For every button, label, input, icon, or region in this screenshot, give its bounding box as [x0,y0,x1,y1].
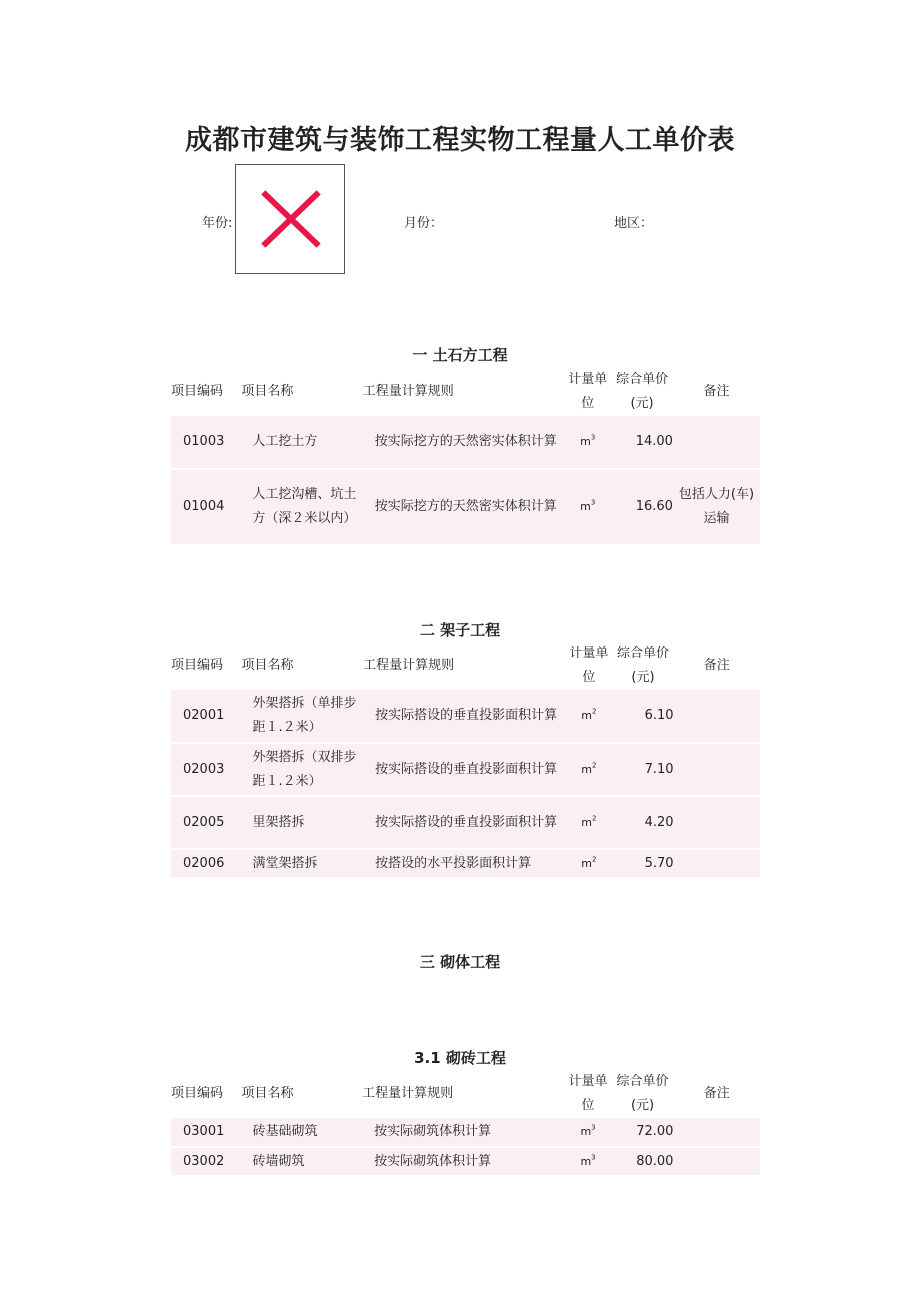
cell-rule: 按实际挖方的天然密实体积计算 [361,416,565,469]
cell-unit: $m^2$ [565,796,612,849]
header-note: 备注 [703,1086,730,1101]
month-label: 月份： [404,216,444,231]
header-price: 综合单价(元) [616,646,669,685]
cell-name: 满堂架搭拆 [241,849,361,878]
cell-rule: 按实际砌筑体积计算 [360,1118,564,1147]
header-unit: 计量单位 [568,372,608,411]
section-title-brickwork: 3.1 砌砖工程 [414,1049,506,1067]
cell-price: 72.00 [612,1118,674,1147]
cell-price: 16.60 [611,469,673,545]
header-price: 综合单价(元) [616,372,669,411]
cell-note [674,849,760,878]
table-row [171,1118,760,1147]
cell-price: 14.00 [611,416,673,469]
cell-code: 02001 [171,690,241,743]
cell-unit: $m^2$ [565,743,612,796]
cell-code: 03001 [171,1118,241,1147]
cell-unit: $m^3$ [564,1147,611,1176]
cell-unit: $m^3$ [564,469,611,545]
cell-code: 02003 [171,743,241,796]
cell-name: 砖墙砌筑 [241,1147,360,1176]
cell-price: 80.00 [612,1147,674,1176]
header-price: 综合单价(元) [616,1074,669,1113]
header-note: 备注 [703,658,730,673]
header-rule: 工程量计算规则 [362,1086,454,1101]
cell-rule: 按搭设的水平投影面积计算 [361,849,565,878]
table-row [171,690,760,743]
header-unit: 计量单位 [569,646,609,685]
cell-name: 里架搭拆 [241,796,361,849]
table-row [171,849,760,878]
cell-unit: $m^2$ [565,690,612,743]
cell-price: 7.10 [612,743,673,796]
broken-image-x-icon [236,165,344,273]
table-row [171,796,760,849]
header-unit: 计量单位 [568,1074,608,1113]
cell-code: 02005 [171,796,241,849]
table-earthwork [171,368,760,546]
cell-name: 外架搭拆（双排步距１.２米） [241,743,361,796]
table-row [171,743,760,796]
cell-rule: 按实际搭设的垂直投影面积计算 [361,690,565,743]
table-scaffolding [171,642,760,879]
region-label: 地区： [614,216,654,231]
cell-unit: $m^3$ [564,1118,611,1147]
cell-note [674,690,760,743]
table-row [171,469,760,545]
table-brickwork [171,1070,760,1177]
header-name: 项目名称 [241,1086,294,1101]
cell-name: 人工挖沟槽、坑土方（深２米以内） [241,469,360,545]
cell-note: 包括人力(车)运输 [673,469,760,545]
table-row [171,1147,760,1176]
table-row [171,416,760,469]
cell-rule: 按实际搭设的垂直投影面积计算 [361,743,565,796]
cell-code: 01003 [171,416,241,469]
cell-code: 03002 [171,1147,241,1176]
header-name: 项目名称 [241,384,294,399]
cell-unit: $m^2$ [565,849,612,878]
cell-rule: 按实际搭设的垂直投影面积计算 [361,796,565,849]
header-note: 备注 [703,384,730,399]
section-title-earthwork: 一 土石方工程 [412,346,508,364]
header-code: 项目编码 [171,1086,224,1101]
header-code: 项目编码 [171,384,224,399]
cell-code: 01004 [171,469,241,545]
cell-name: 外架搭拆（单排步距１.２米） [241,690,361,743]
header-rule: 工程量计算规则 [362,384,454,399]
broken-image-placeholder [235,164,345,274]
year-label: 年份: [202,216,233,231]
cell-rule: 按实际砌筑体积计算 [360,1147,564,1176]
cell-note [674,743,760,796]
cell-unit: $m^3$ [564,416,611,469]
cell-note [673,416,760,469]
section-title-scaffolding: 二 架子工程 [419,621,501,639]
cell-code: 02006 [171,849,241,878]
header-code: 项目编码 [171,658,224,673]
cell-name: 砖基础砌筑 [241,1118,360,1147]
header-rule: 工程量计算规则 [363,658,455,673]
cell-note [673,1147,760,1176]
page-title: 成都市建筑与装饰工程实物工程量人工单价表 [185,125,735,156]
cell-price: 6.10 [612,690,673,743]
cell-price: 5.70 [612,849,673,878]
cell-name: 人工挖土方 [241,416,360,469]
cell-rule: 按实际挖方的天然密实体积计算 [361,469,565,545]
section-title-masonry: 三 砌体工程 [419,953,501,971]
cell-note [674,796,760,849]
cell-note [673,1118,760,1147]
header-name: 项目名称 [241,658,294,673]
cell-price: 4.20 [612,796,673,849]
